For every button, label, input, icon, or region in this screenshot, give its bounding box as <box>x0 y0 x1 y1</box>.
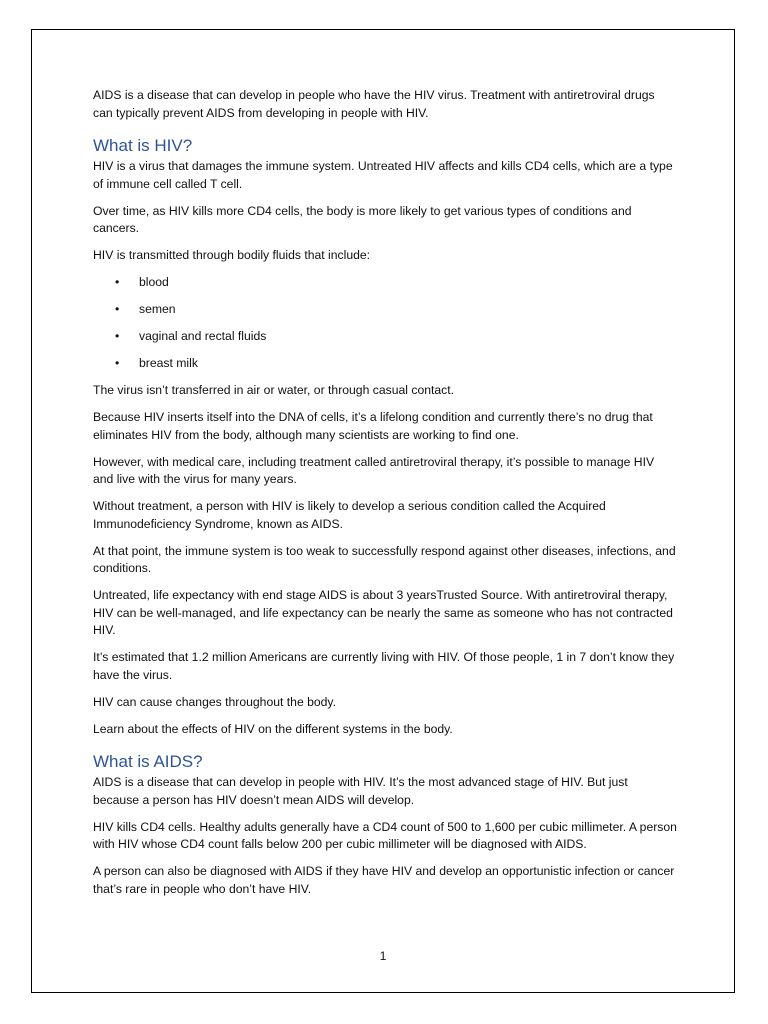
list-item-text: breast milk <box>139 356 198 370</box>
list-item-text: semen <box>139 302 176 316</box>
hiv-paragraph: HIV is transmitted through bodily fluids that include: <box>93 248 371 262</box>
document-page <box>31 29 735 993</box>
hiv-paragraph: Without treatment, a person with HIV is likely to develop a serious condition called the Acquired Immunodeficiency Syndrome, known as AIDS. <box>93 499 606 531</box>
list-item <box>93 301 677 319</box>
heading-what-is-aids: What is AIDS? <box>93 752 203 771</box>
list-item-text: blood <box>139 275 169 289</box>
page-number: 1 <box>379 949 387 963</box>
bullet-icon: • <box>115 302 120 316</box>
list-item <box>93 328 677 346</box>
list-item <box>93 274 677 292</box>
aids-paragraph: HIV kills CD4 cells. Healthy adults generally have a CD4 count of 500 to 1,600 per cubic millimeter. A person with HIV whose CD4 count falls below 200 per cubic millimeter will be diagnosed with AIDS. <box>93 819 677 851</box>
list-item-text: vaginal and rectal fluids <box>139 329 267 343</box>
intro-paragraph: AIDS is a disease that can develop in people who have the HIV virus. Treatment with antiretroviral drugs can typically prevent AIDS from developing in people with HIV. <box>93 88 655 120</box>
hiv-paragraph: HIV is a virus that damages the immune system. Untreated HIV affects and kills CD4 cells, which are a type of immune cell called T cell. <box>93 159 673 191</box>
hiv-paragraph: However, with medical care, including treatment called antiretroviral therapy, it’s possible to manage HIV and live with the virus for many years. <box>93 454 655 486</box>
hiv-paragraph: At that point, the immune system is too weak to successfully respond against other diseases, infections, and conditions. <box>93 543 676 575</box>
hiv-paragraph: Learn about the effects of HIV on the different systems in the body. <box>93 721 453 736</box>
hiv-paragraph: Over time, as HIV kills more CD4 cells, the body is more likely to get various types of conditions and cancers. <box>93 203 632 235</box>
hiv-paragraph: HIV can cause changes throughout the body. <box>93 694 337 709</box>
transmission-fluids-list <box>93 274 677 373</box>
heading-what-is-hiv: What is HIV? <box>93 136 193 155</box>
hiv-paragraph: Because HIV inserts itself into the DNA of cells, it’s a lifelong condition and currently there’s no drug that eliminates HIV from the body, although many scientists are working to find one. <box>93 410 653 442</box>
hiv-paragraph: The virus isn’t transferred in air or water, or through casual contact. <box>93 383 455 397</box>
aids-paragraph: A person can also be diagnosed with AIDS if they have HIV and develop an opportunistic infection or cancer that’s rare in people who don’t have HIV. <box>93 864 675 896</box>
bullet-icon: • <box>115 356 120 370</box>
hiv-paragraph: It’s estimated that 1.2 million Americans are currently living with HIV. Of those people, 1 in 7 don’t know they have the virus. <box>93 650 675 682</box>
bullet-icon: • <box>115 329 120 343</box>
bullet-icon: • <box>115 275 120 289</box>
hiv-paragraph: Untreated, life expectancy with end stage AIDS is about 3 yearsTrusted Source. With antiretroviral therapy, HIV can be well-managed, and life expectancy can be nearly the same as someone who has not contracted HIV. <box>93 588 673 637</box>
aids-paragraph: AIDS is a disease that can develop in people with HIV. It’s the most advanced stage of HIV. But just because a person has HIV doesn’t mean AIDS will develop. <box>93 775 628 807</box>
page-content <box>93 87 677 908</box>
list-item <box>93 355 677 373</box>
